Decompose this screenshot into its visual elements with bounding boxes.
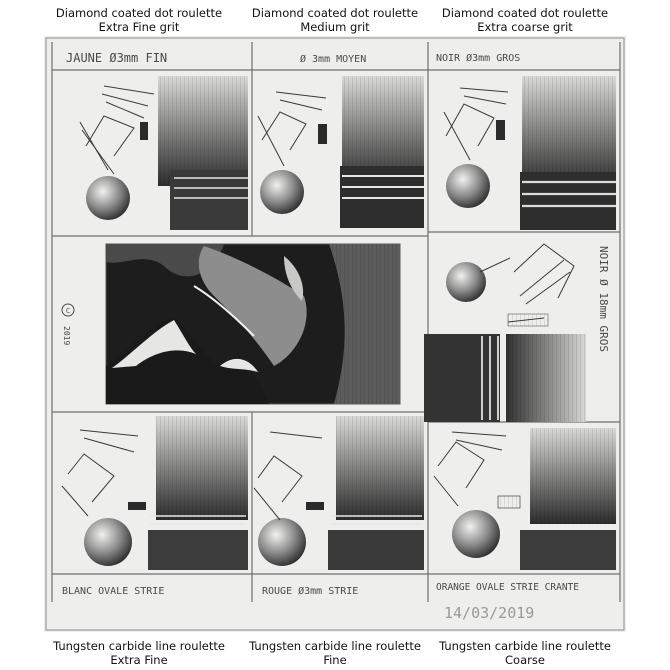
caption-line1: Diamond coated dot roulette: [441, 6, 609, 20]
sample-cell-line-coarse: [434, 428, 616, 570]
label-moyen: Ø 3mm MOYEN: [300, 54, 367, 65]
sample-cell-line-fine: [254, 416, 424, 570]
sample-cell-line-extra-fine: [62, 416, 248, 570]
label-jaune: JAUNE Ø3mm FIN: [66, 51, 168, 65]
caption-top-extra-coarse: [430, 6, 620, 34]
caption-line2: Extra Fine: [110, 653, 168, 667]
caption-line1: Diamond coated dot roulette: [251, 6, 419, 20]
svg-text:C: C: [65, 307, 71, 315]
label-rouge: ROUGE Ø3mm STRIE: [262, 586, 359, 597]
caption-bottom-coarse: [430, 639, 620, 667]
sample-cell-extra-fine: [80, 76, 248, 230]
sample-cell-medium: [258, 76, 424, 228]
caption-line1: Tungsten carbide line roulette: [439, 639, 611, 653]
label-noir-18mm: NOIR Ø 18mm GROS: [597, 246, 610, 352]
caption-line2: Medium grit: [300, 20, 370, 34]
sample-cell-extra-coarse: [444, 76, 616, 230]
etching-artwork: [44, 36, 626, 632]
etching-plate: [44, 36, 626, 632]
sample-cell-noir-18mm: [424, 244, 586, 422]
caption-line1: Tungsten carbide line roulette: [53, 639, 225, 653]
caption-bottom-fine: [240, 639, 430, 667]
caption-top-extra-fine: [44, 6, 234, 34]
label-blanc: BLANC OVALE STRIE: [62, 586, 165, 597]
caption-line2: Extra Fine grit: [98, 20, 180, 34]
caption-top-medium: [240, 6, 430, 34]
label-orange: ORANGE OVALE STRIE CRANTE: [436, 582, 579, 593]
caption-line2: Fine: [323, 653, 347, 667]
caption-line1: Tungsten carbide line roulette: [249, 639, 421, 653]
caption-line1: Diamond coated dot roulette: [55, 6, 223, 20]
caption-line2: Coarse: [505, 653, 545, 667]
caption-bottom-extra-fine: [44, 639, 234, 667]
label-noir-gros: NOIR Ø3mm GROS: [436, 53, 521, 64]
plate-date: 14/03/2019: [444, 604, 535, 622]
central-landscape-etching: [106, 244, 400, 404]
artist-monogram: [62, 304, 74, 316]
caption-line2: Extra coarse grit: [477, 20, 573, 34]
monogram-year: 2019: [62, 326, 71, 346]
